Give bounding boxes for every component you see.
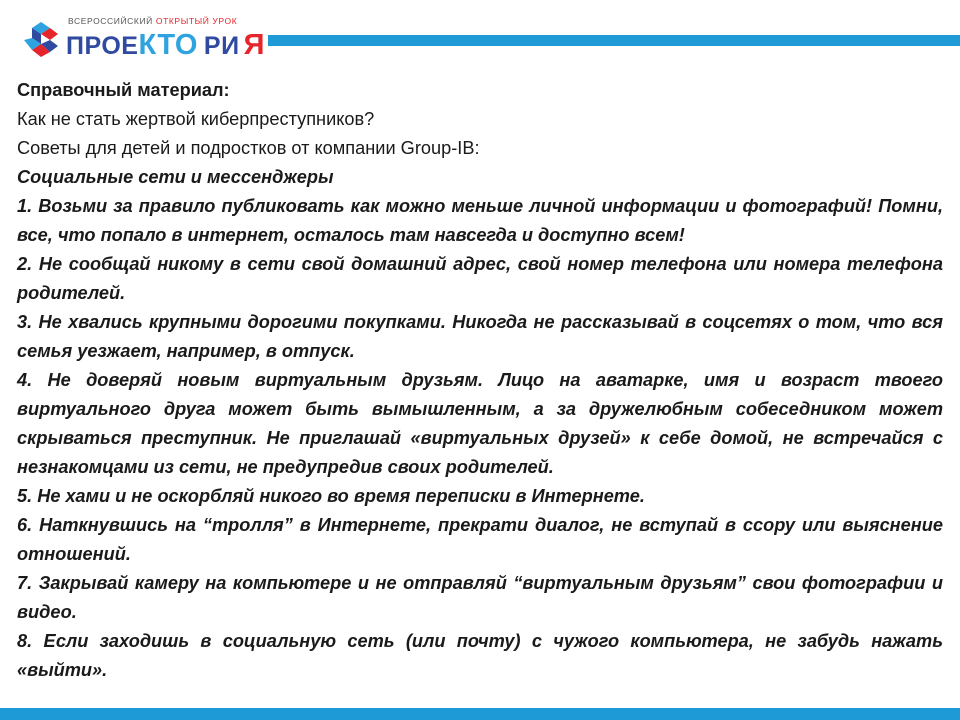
- header: [0, 0, 960, 70]
- page-title: Справочный материал:: [17, 80, 230, 100]
- logo-tagline: ВСЕРОССИЙСКИЙ ОТКРЫТЫЙ УРОК: [68, 16, 238, 26]
- subtitle-source: Советы для детей и подростков от компании Group-IB:: [17, 138, 480, 158]
- tip-item-1: 1. Возьми за правило публиковать как можно меньше личной информации и фотографий! Помни, все, что попало в интернет, осталось там навсегда и доступно всем!: [17, 196, 943, 245]
- footer-accent-bar: [0, 708, 960, 720]
- reference-text: [17, 76, 943, 685]
- tip-item-6: 6. Наткнувшись на “тролля” в Интернете, прекрати диалог, не вступай в ссору или выяснение отношений.: [17, 515, 943, 564]
- tip-item-8: 8. Если заходишь в социальную сеть (или почту) с чужого компьютера, не забудь нажать «выйти».: [17, 631, 943, 680]
- proektoria-logo: [22, 14, 272, 60]
- tip-item-4: 4. Не доверяй новым виртуальным друзьям. Лицо на аватарке, имя и возраст твоего виртуального друга может быть вымышленным, а за дружелюбным собеседником может скрываться преступник. Не приглашай «виртуальных друзей» к себе домой, не встречайся с незнакомцами из сети, не предупредив своих родителей.: [17, 370, 943, 477]
- logo-mark-icon: [22, 20, 60, 58]
- logo-wordmark: ПРОЕКТО РИ Я: [66, 29, 265, 61]
- subtitle-question: Как не стать жертвой киберпреступников?: [17, 109, 375, 129]
- header-accent-bar: [268, 35, 960, 46]
- tip-item-2: 2. Не сообщай никому в сети свой домашний адрес, свой номер телефона или номера телефона родителей.: [17, 254, 943, 303]
- tip-item-7: 7. Закрывай камеру на компьютере и не отправляй “виртуальным друзьям” свои фотографии и видео.: [17, 573, 943, 622]
- tip-item-3: 3. Не хвались крупными дорогими покупками. Никогда не рассказывай в соцсетях о том, что вся семья уезжает, например, в отпуск.: [17, 312, 943, 361]
- section-heading: Социальные сети и мессенджеры: [17, 167, 334, 187]
- tip-item-5: 5. Не хами и не оскорбляй никого во время переписки в Интернете.: [17, 486, 645, 506]
